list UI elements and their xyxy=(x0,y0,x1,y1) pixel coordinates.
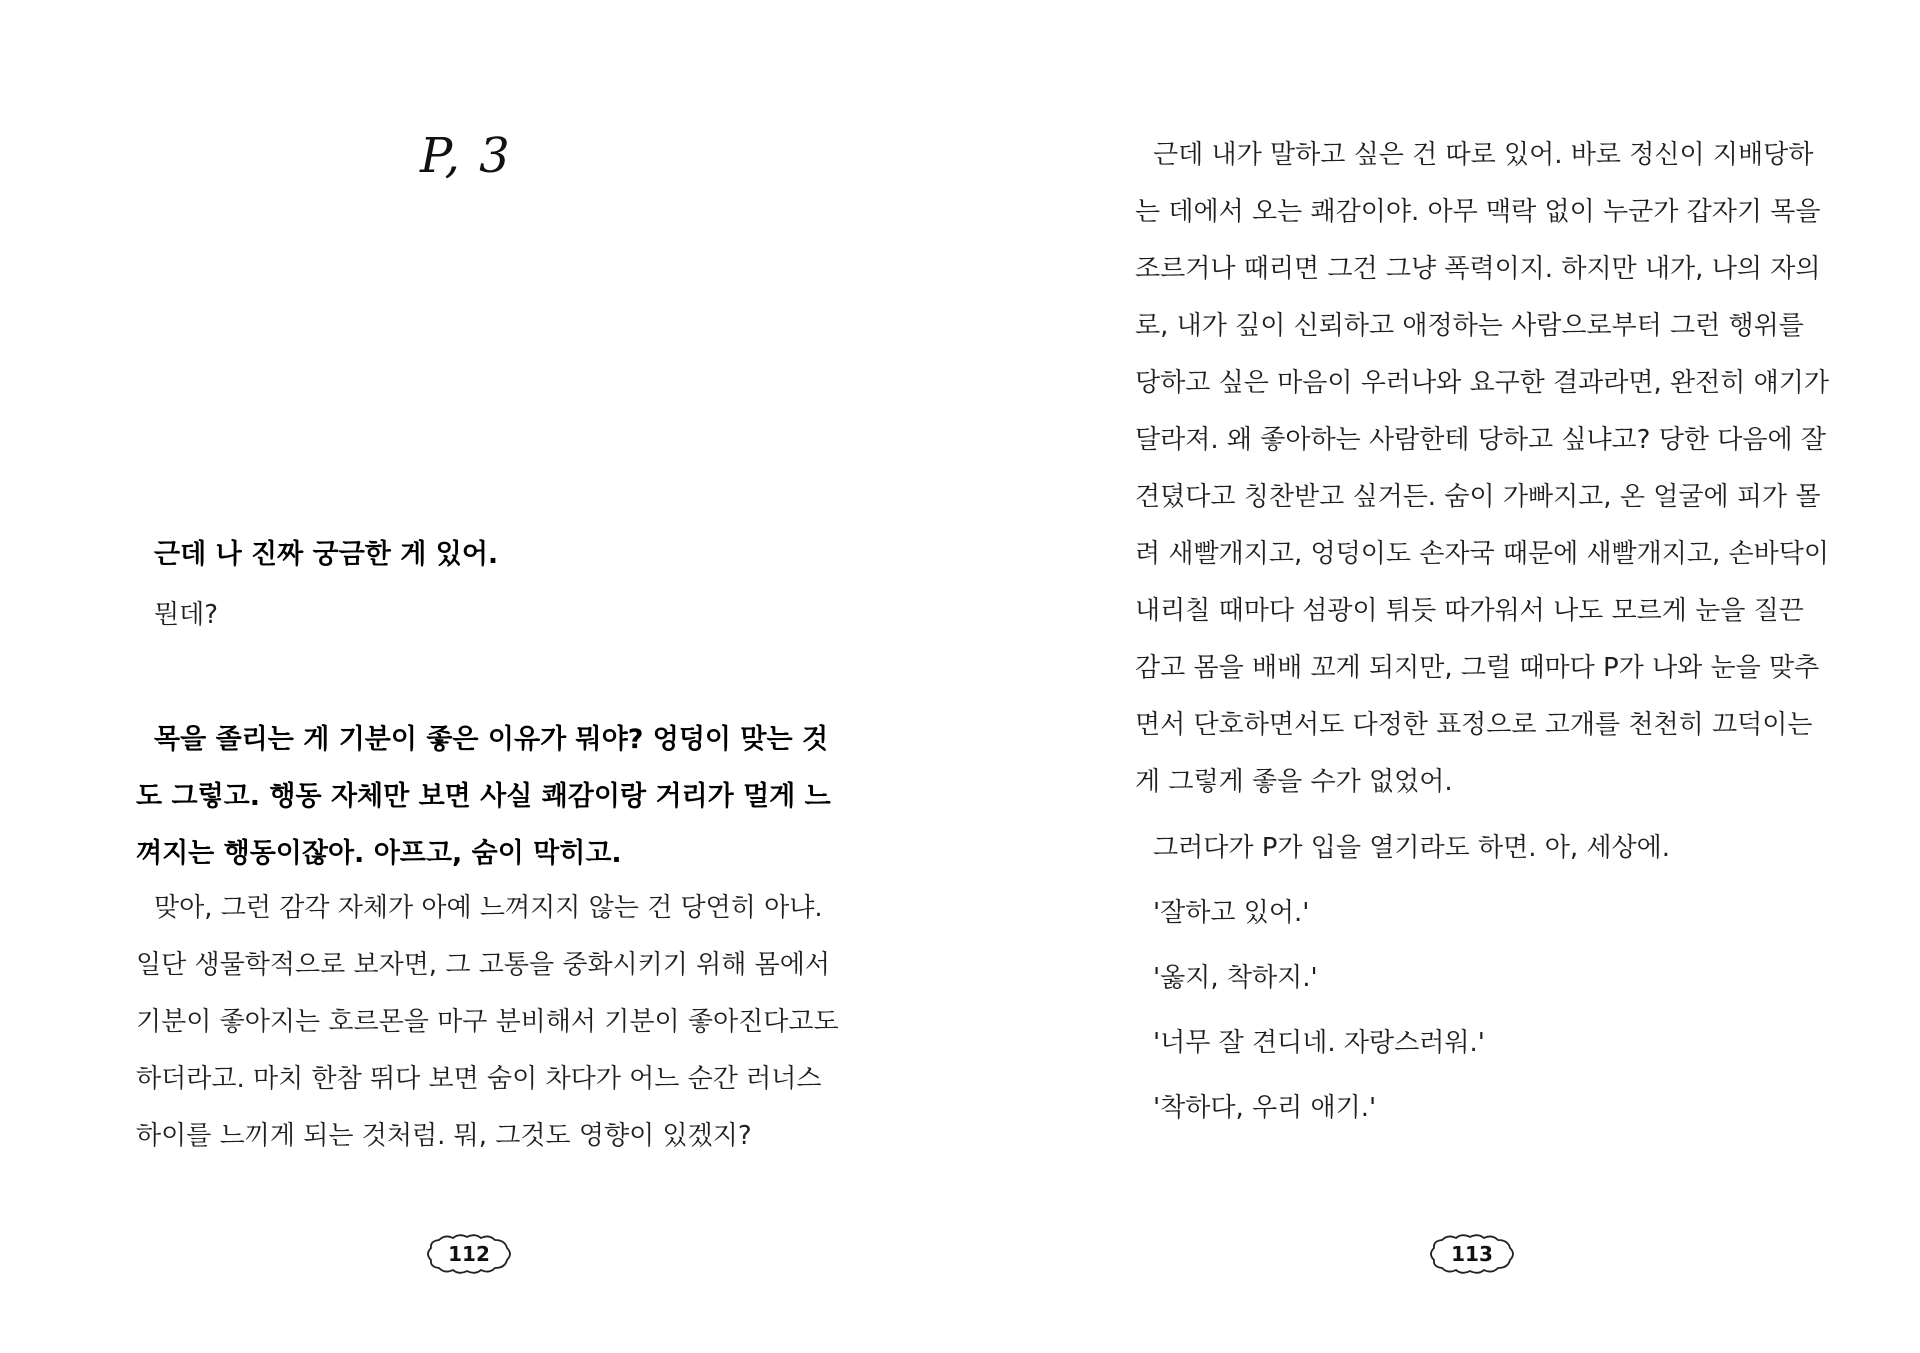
page-number: 112 xyxy=(448,1242,490,1266)
body-line: 하이를 느끼게 되는 것처럼. 뭐, 그것도 영향이 있겠지? xyxy=(136,1121,752,1151)
dialogue-line: 뭔데? xyxy=(154,600,219,630)
quote-line: '착하다, 우리 애기.' xyxy=(1153,1093,1377,1123)
body-line: 근데 내가 말하고 싶은 건 따로 있어. 바로 정신이 지배당하 xyxy=(1153,140,1814,170)
body-line: 달라져. 왜 좋아하는 사람한테 당하고 싶냐고? 당한 다음에 잘 xyxy=(1135,425,1826,455)
quote-line: '잘하고 있어.' xyxy=(1153,898,1310,928)
body-line: 내리칠 때마다 섬광이 튀듯 따가워서 나도 모르게 눈을 질끈 xyxy=(1135,596,1804,626)
page-number: 113 xyxy=(1451,1242,1493,1266)
right-page xyxy=(960,0,1920,1353)
body-line: 일단 생물학적으로 보자면, 그 고통을 중화시키기 위해 몸에서 xyxy=(136,950,831,980)
dialogue-line-bold: 껴지는 행동이잖아. 아프고, 숨이 막히고. xyxy=(136,838,622,869)
body-line: 당하고 싶은 마음이 우러나와 요구한 결과라면, 완전히 얘기가 xyxy=(1135,368,1830,398)
body-line: 로, 내가 깊이 신뢰하고 애정하는 사람으로부터 그런 행위를 xyxy=(1135,311,1804,341)
dialogue-line-bold: 목을 졸리는 게 기분이 좋은 이유가 뭐야? 엉덩이 맞는 것 xyxy=(154,724,829,755)
body-line: 견뎠다고 칭찬받고 싶거든. 숨이 가빠지고, 온 얼굴에 피가 몰 xyxy=(1135,482,1821,512)
chapter-title: P, 3 xyxy=(420,128,512,184)
body-line: 기분이 좋아지는 호르몬을 마구 분비해서 기분이 좋아진다고도 xyxy=(136,1007,839,1037)
quote-line: '옳지, 착하지.' xyxy=(1153,963,1318,993)
body-line: 게 그렇게 좋을 수가 없었어. xyxy=(1135,767,1453,797)
body-line: 는 데에서 오는 쾌감이야. 아무 맥락 없이 누군가 갑자기 목을 xyxy=(1135,197,1821,227)
quote-line: '너무 잘 견디네. 자랑스러워.' xyxy=(1153,1028,1485,1058)
body-line: 조르거나 때리면 그건 그냥 폭력이지. 하지만 내가, 나의 자의 xyxy=(1135,254,1821,284)
body-line: 그러다가 P가 입을 열기라도 하면. 아, 세상에. xyxy=(1153,833,1671,863)
body-line: 맞아, 그런 감각 자체가 아예 느껴지지 않는 건 당연히 아냐. xyxy=(154,893,823,923)
body-line: 하더라고. 마치 한참 뛰다 보면 숨이 차다가 어느 순간 러너스 xyxy=(136,1064,822,1094)
body-line: 면서 단호하면서도 다정한 표정으로 고개를 천천히 끄덕이는 xyxy=(1135,710,1813,740)
page-number-badge xyxy=(425,1232,513,1276)
dialogue-line-bold: 근데 나 진짜 궁금한 게 있어. xyxy=(154,539,499,570)
body-line: 감고 몸을 배배 꼬게 되지만, 그럴 때마다 P가 나와 눈을 맞추 xyxy=(1135,653,1820,683)
page-number-badge xyxy=(1428,1232,1516,1276)
dialogue-line-bold: 도 그렇고. 행동 자체만 보면 사실 쾌감이랑 거리가 멀게 느 xyxy=(136,781,831,812)
body-line: 려 새빨개지고, 엉덩이도 손자국 때문에 새빨개지고, 손바닥이 xyxy=(1135,539,1830,569)
